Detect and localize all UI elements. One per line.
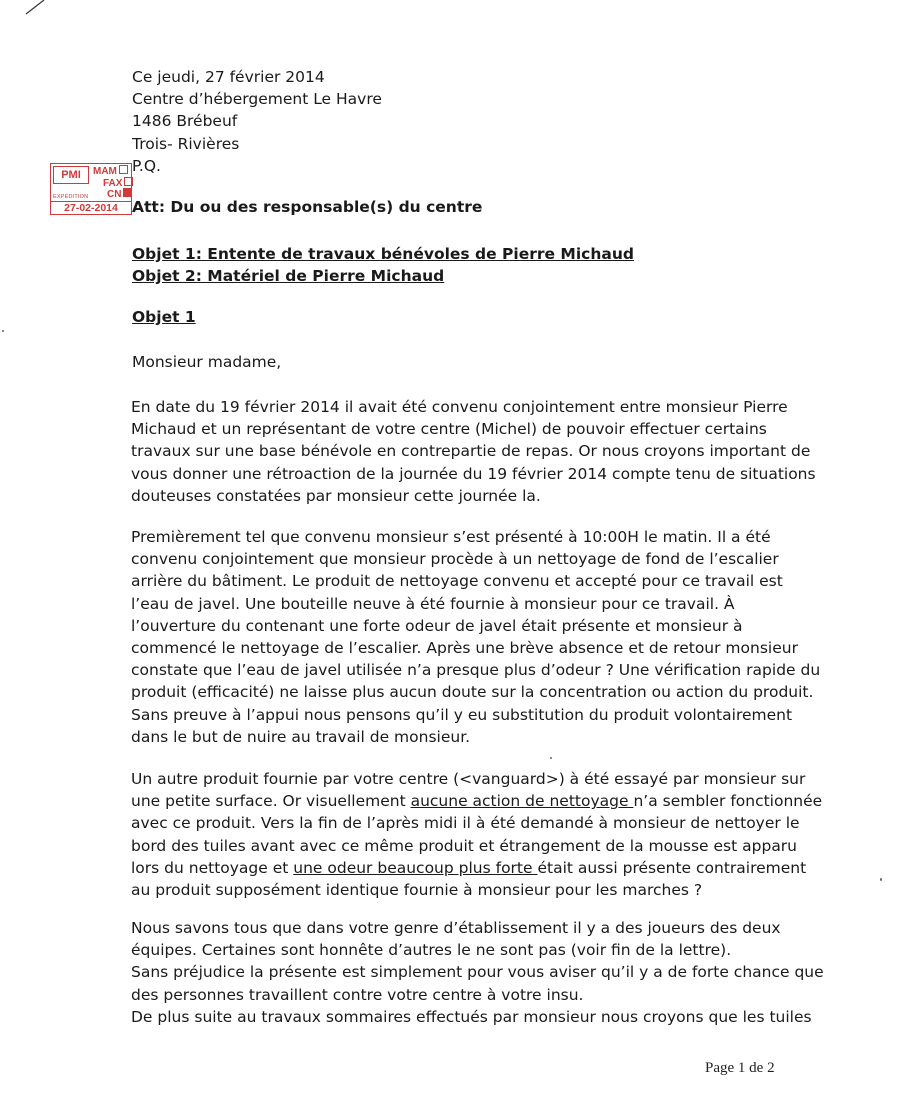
paragraph-line: En date du 19 février 2014 il avait été convenu conjointement entre monsieur Pierre xyxy=(131,398,788,416)
paragraph-line: arrière du bâtiment. Le produit de nettoyage convenu et accepté pour ce travail est xyxy=(131,572,783,591)
paragraph-line: douteuses constatées par monsieur cette journée la. xyxy=(131,486,541,505)
paragraph-line: lors du nettoyage et une odeur beaucoup plus forte était aussi présente contrairement xyxy=(131,858,807,877)
paragraph-line: produit (efficacité) ne laisse plus aucun doute sur la concentration ou action du produit. xyxy=(131,683,814,702)
scan-speck xyxy=(880,878,882,881)
paragraph-line: bord des tuiles avant avec ce même produit et étrangement de la mousse est apparu xyxy=(131,836,798,855)
stamp-cn-checkbox-icon xyxy=(123,188,132,197)
reception-stamp xyxy=(50,163,132,215)
attention-line: Att: Du ou des responsable(s) du centre xyxy=(132,198,483,216)
address-block xyxy=(132,66,382,177)
paragraph-line: De plus suite au travaux sommaires effectués par monsieur nous croyons que les tuiles xyxy=(131,1007,812,1026)
paragraph-line: équipes. Certaines sont honnête d’autres le ne sont pas (voir fin de la lettre). xyxy=(131,941,732,960)
page-number: Page 1 de 2 xyxy=(705,1060,775,1076)
underlined-phrase: une odeur beaucoup plus forte xyxy=(293,858,538,877)
stamp-fax: FAX xyxy=(103,177,133,189)
stamp-pmi-box: PMI xyxy=(53,166,89,184)
stamp-date: 27-02-2014 xyxy=(51,201,131,214)
subject-objet-1: Objet 1: Entente de travaux bénévoles de Pierre Michaud xyxy=(132,245,634,263)
underlined-phrase: aucune action de nettoyage xyxy=(410,792,634,811)
paragraph-line: dans le but de nuire au travail de monsieur. xyxy=(131,727,471,746)
stamp-mam-checkbox-icon xyxy=(119,165,128,174)
paragraph-line: Sans préjudice la présente est simplement pour vous aviser qu’il y a de forte chance que xyxy=(131,963,824,982)
recipient-name: Centre d’hébergement Le Havre xyxy=(132,90,382,109)
paragraph-line: travaux sur une base bénévole en contrepartie de repas. Or nous croyons important de xyxy=(131,442,811,461)
stamp-cn: CN xyxy=(107,188,132,200)
subject-objet-2: Objet 2: Matériel de Pierre Michaud xyxy=(132,267,445,285)
paragraph-line: Sans preuve à l’appui nous pensons qu’il y eu substitution du produit volontairement xyxy=(131,705,793,724)
paragraph-1 xyxy=(131,396,816,507)
paragraph-line: Premièrement tel que convenu monsieur s’est présenté à 10:00H le matin. Il a été xyxy=(131,528,771,546)
paragraph-2 xyxy=(131,526,820,748)
paragraph-line: une petite surface. Or visuellement aucune action de nettoyage n’a sembler fonctionnée xyxy=(131,792,823,811)
stamp-mam: MAM xyxy=(93,165,128,177)
scan-speck xyxy=(550,757,552,759)
salutation: Monsieur madame, xyxy=(132,353,282,371)
letter-date: Ce jeudi, 27 février 2014 xyxy=(132,68,325,86)
paragraph-line: l’eau de javel. Une bouteille neuve à été fournie à monsieur pour ce travail. À xyxy=(131,594,735,613)
paragraph-line: vous donner une rétroaction de la journée du 19 février 2014 compte tenu de situations xyxy=(131,464,816,483)
corner-pen-mark xyxy=(24,0,48,16)
paragraph-line: Un autre produit fournie par votre centre (<vanguard>) à été essayé par monsieur sur xyxy=(131,770,806,788)
paragraph-line: avec ce produit. Vers la fin de l’après midi il à été demandé à monsieur de nettoyer le xyxy=(131,814,800,833)
paragraph-3 xyxy=(131,768,822,901)
recipient-city: Trois- Rivières xyxy=(132,134,240,153)
scan-speck xyxy=(2,330,4,332)
paragraph-line: l’ouverture du contenant une forte odeur de javel était présente et monsieur à xyxy=(131,616,743,635)
paragraph-4 xyxy=(131,917,824,1028)
recipient-street: 1486 Brébeuf xyxy=(132,112,238,131)
subject-lines xyxy=(132,243,634,287)
paragraph-line: commencé le nettoyage de l’escalier. Après une brève absence et de retour monsieur xyxy=(131,639,798,658)
paragraph-line: Michaud et un représentant de votre centre (Michel) de pouvoir effectuer certains xyxy=(131,420,767,439)
recipient-province: P.Q. xyxy=(132,156,161,175)
paragraph-line: des personnes travaillent contre votre centre à votre insu. xyxy=(131,985,584,1004)
paragraph-line: constate que l’eau de javel utilisée n’a presque plus d’odeur ? Une vérification rapide du xyxy=(131,661,821,680)
stamp-fax-checkbox-icon xyxy=(124,177,133,186)
section-heading-objet-1: Objet 1 xyxy=(132,308,196,326)
stamp-expedition-label: EXPÉDITION xyxy=(53,194,89,200)
paragraph-line: convenu conjointement que monsieur procède à un nettoyage de fond de l’escalier xyxy=(131,550,779,569)
paragraph-line: au produit supposément identique fournie à monsieur pour les marches ? xyxy=(131,881,703,900)
paragraph-line: Nous savons tous que dans votre genre d’établissement il y a des joueurs des deux xyxy=(131,919,781,937)
